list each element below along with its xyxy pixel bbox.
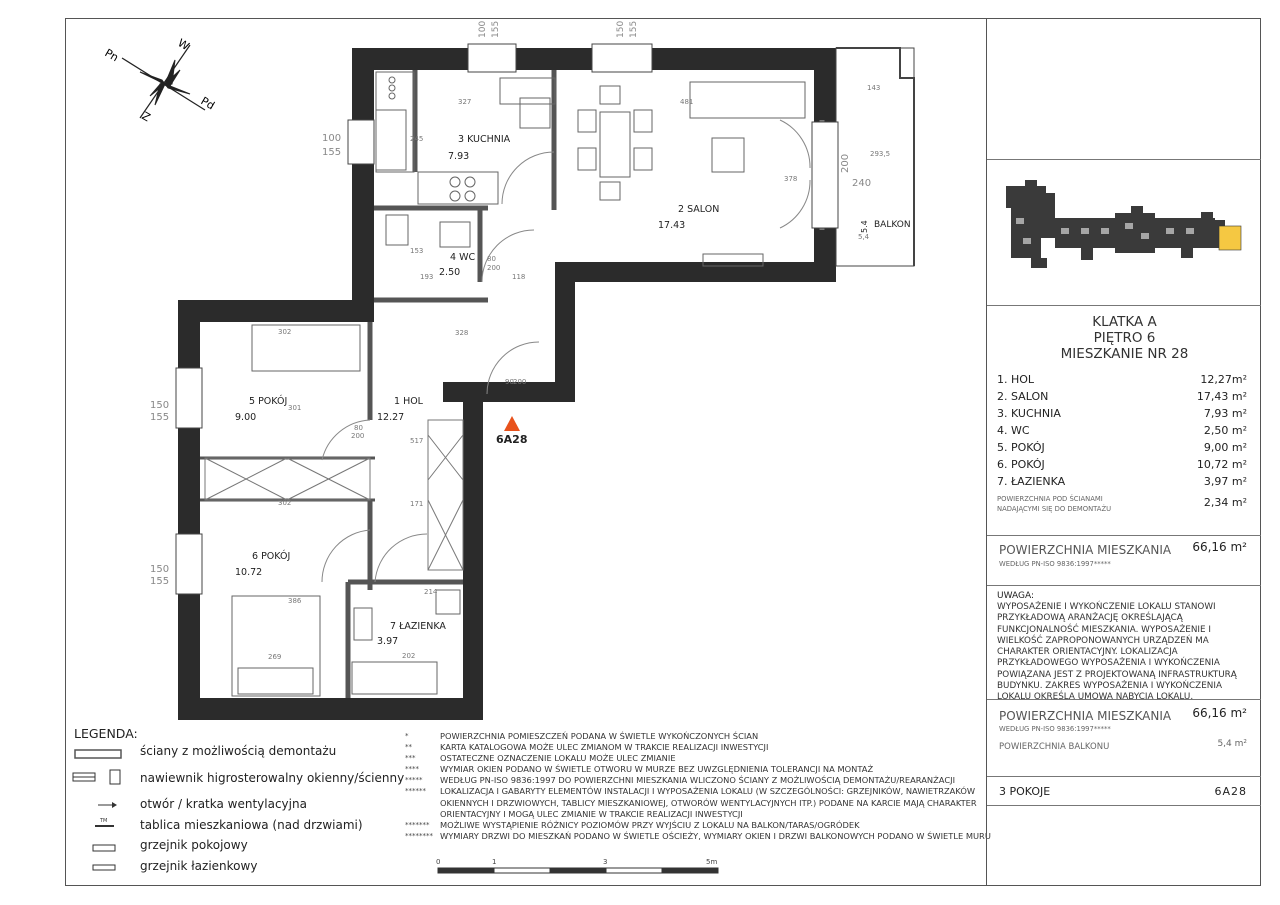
room-list-area: 10,72 m² [1196,458,1247,471]
dimension: 80 [487,255,496,263]
room-kuchnia-area: 7.93 [448,151,470,162]
rooms-count: 3 POKOJE [999,785,1051,798]
dimension: 153 [410,247,424,255]
room-pokoj6-name: 6 POKÓJ [252,551,291,562]
room-wc-area: 2.50 [439,267,461,278]
room-list-area: 12,27m² [1200,373,1247,386]
bedroom-furniture [232,325,360,696]
dimension: 386 [288,597,302,605]
dimension: 328 [455,329,469,337]
window-dim: 155 [150,576,170,587]
dimension: 5,4 [858,233,870,241]
window-dim: 150 [616,20,626,38]
apartment-title: MIESZKANIE NR 28 [1060,346,1189,362]
footnote-key: ******** [405,832,433,840]
area-norm: WEDŁUG PN-ISO 9836:1997***** [999,725,1111,733]
footnote-text: LOKALIZACJA I GABARYTY ELEMENTÓW INSTALACJI I WYPOSAŻENIA LOKALU (W SZCZEGÓLNOŚCI: GRZEJNIKÓW, NAWIETRZAKÓW [440,786,976,796]
area-value: 66,16 m² [1192,540,1247,554]
uwaga-title: UWAGA: [997,591,1034,601]
footnote-text: WYMIAR OKIEN PODANO W ŚWIETLE OTWORU W MURZE BEZ UWZGLĘDNIENIA TOLERANCJI NA MONTAŻ [440,764,874,774]
window-dim: 100 [322,133,342,144]
balcony-area-label: POWIERZCHNIA BALKONU [999,742,1110,752]
room-list-area: 9,00 m² [1203,441,1247,454]
stairwell-title: KLATKA A [1092,314,1157,330]
room-hol-area: 12.27 [377,412,405,423]
svg-text:TM: TM [100,818,108,824]
area-norm: WEDŁUG PN-ISO 9836:1997***** [999,560,1111,568]
room-list-area: 2,50 m² [1203,424,1247,437]
balcony-area-value: 5,4 m² [1217,739,1247,749]
dimension: 269 [268,653,282,661]
compass-e: Pd [198,94,217,113]
room-lazienka-name: 7 ŁAZIENKA [390,621,446,632]
legend-symbols [70,745,130,875]
dimension: 214 [424,588,438,596]
dimension: 378 [784,175,798,183]
room-list-name: 6. POKÓJ [997,458,1045,471]
room-pokoj6-area: 10.72 [235,567,263,578]
legend-item: otwór / kratka wentylacyjna [140,797,307,811]
room-list-name: 5. POKÓJ [997,441,1045,454]
dimension: 202 [402,652,416,660]
dimension: 301 [288,404,302,412]
room-balkon-area: 5.4 [860,220,869,233]
window-dim: 100 [478,20,488,38]
room-wc-name: 4 WC [450,252,476,263]
entrance-marker-icon [504,416,520,431]
footnote-text: ORIENTACYJNY I MOGĄ ULEC ZMIANIE W TRAKCIE REALIZACJI INWESTYCJI [440,809,743,819]
room-hol-name: 1 HOL [394,396,423,407]
dimension: 90 [505,378,514,386]
salon-furniture [578,82,805,266]
dimension: 118 [512,273,526,281]
dimension: 171 [410,500,424,508]
walls-label: NADAJĄCYMI SIĘ DO DEMONTAŻU [997,505,1112,513]
scale-label: 0 [436,858,441,866]
scale-label: 1 [492,858,497,866]
window-dim: 155 [629,20,639,38]
room-list-name: 1. HOL [997,373,1035,386]
dimension: 200 [487,264,501,272]
area-label: POWIERZCHNIA MIESZKANIA [999,543,1172,557]
compass-n: Pn [102,46,121,65]
legend-item: grzejnik pokojowy [140,838,248,852]
footnote-text: OSTATECZNE OZNACZENIE LOKALU MOŻE ULEC ZMIANIE [440,753,676,763]
scale-label: 3 [603,858,608,866]
floor-title: PIĘTRO 6 [1093,330,1156,346]
footnote-key: * [405,732,409,740]
legend-item: grzejnik łazienkowy [140,859,258,873]
scale-bar [438,868,718,873]
dimension: 302 [278,499,292,507]
footnote-text: POWIERZCHNIA POMIESZCZEŃ PODANA W ŚWIETLE WYKOŃCZONYCH ŚCIAN [440,731,759,741]
footnote-key: ** [405,743,412,751]
footnote-key: ******* [405,821,430,829]
room-list-name: 2. SALON [997,390,1049,403]
room-list-name: 7. ŁAZIENKA [997,475,1066,488]
window-dim: 155 [491,20,501,38]
door-dim: 200 [351,432,365,440]
room-pokoj5-area: 9.00 [235,412,257,423]
area-label: POWIERZCHNIA MIESZKANIA [999,709,1172,723]
dimension: 143 [867,84,881,92]
room-kuchnia-name: 3 KUCHNIA [458,134,511,145]
footnote-key: ****** [405,787,426,795]
key-plan [1001,178,1251,273]
area-value: 66,16 m² [1192,706,1247,720]
walls-label: POWIERZCHNIA POD ŚCIANAMI [997,495,1103,503]
dimension: 517 [410,437,424,445]
scale-label: 5m [706,858,718,866]
window-dim: 240 [852,178,872,189]
legend-title: LEGENDA: [74,726,138,741]
compass-w: W [175,36,192,54]
footnote-key: *** [405,754,416,762]
room-salon-name: 2 SALON [678,204,720,215]
footnote-text: WEDŁUG PN-ISO 9836:1997 DO POWIERZCHNI MIESZKANIA WLICZONO ŚCIANY Z MOŻLIWOŚCIĄ DEMONTAŻU/REARANŻACJI [440,775,956,785]
room-list-name: 3. KUCHNIA [997,407,1061,420]
room-lazienka-area: 3.97 [377,636,399,647]
legend-item: tablica mieszkaniowa (nad drzwiami) [140,818,363,832]
window-dim: 155 [322,147,342,158]
legend-item: nawiewnik higrosterowalny okienny/ścienny [140,771,405,785]
wardrobes [205,420,463,570]
footnote-text: WYMIARY DRZWI DO MIESZKAŃ PODANO W ŚWIETLE OŚCIEŻY, WYMIARY OKIEN I DRZWI BALKONOWYCH PODANO W ŚWIETLE MURU [440,831,991,841]
footnote-key: ***** [405,776,423,784]
dimension: 327 [458,98,472,106]
entrance-marker-label: 6A28 [496,433,528,446]
room-list-name: 4. WC [997,424,1030,437]
window-dim: 155 [150,412,170,423]
room-list-area: 17,43 m² [1196,390,1247,403]
footnote-text: KARTA KATALOGOWA MOŻE ULEC ZMIANOM W TRAKCIE REALIZACJI INWESTYCJI [440,742,769,752]
dimension: 481 [680,98,694,106]
dimension: 245 [410,135,424,143]
room-list-area: 7,93 m² [1203,407,1247,420]
dimension: 200 [513,378,527,386]
info-panel [986,18,1261,886]
apartment-code: 6A28 [1214,785,1247,798]
dimension: 302 [278,328,292,336]
footnote-text: MOŻLIWE WYSTĄPIENIE RÓŻNICY POZIOMÓW PRZY WYJŚCIU Z LOKALU NA BALKON/TARAS/OGRÓDEK [440,820,860,830]
walls-area: 2,34 m² [1203,496,1247,509]
room-list-area: 3,97 m² [1203,475,1247,488]
room-balkon-name: BALKON [874,220,911,230]
window-dim: 150 [150,564,170,575]
door-dim: 80 [354,424,363,432]
uwaga-text: WYPOSAŻENIE I WYKOŃCZENIE LOKALU STANOWI PRZYKŁADOWĄ ARANŻACJĘ OKREŚLAJĄCĄ FUNKCJONALNOŚĆ MIESZKANIA. WYPOSAŻENIE I WIELKOŚĆ ZAPROPONOWANYCH URZĄDZEŃ MA CHARAKTER ORIENTACYJNY. LOKALIZACJA PRZYKŁADOWEGO WYPOSAŻENIA I WYKOŃCZENIA POWIĄZANA JEST Z PROJEKTOWANĄ INFRASTRUKTURĄ BUDYNKU. ZAKRES WYPOSAŻENIA I WYKOŃCZENIA LOKALU OKREŚLA UMOWA NABYCIA LOKALU. [997,602,1237,703]
window-dim: 200 [840,153,851,173]
dimension: 293,5 [870,150,891,158]
compass-rose [122,45,205,118]
footnote-text: OKIENNYCH I DRZWIOWYCH, TABLICY MIESZKANIOWEJ, OTWORÓW WENTYLACYJNYCH ITP.) PODANE NA KARCIE MAJĄ CHARAKTER [440,798,977,808]
room-pokoj5-name: 5 POKÓJ [249,396,288,407]
room-salon-area: 17.43 [658,220,686,231]
legend-item: ściany z możliwością demontażu [140,744,337,758]
dimension: 193 [420,273,434,281]
compass-s: Z [139,109,153,125]
footnote-key: **** [405,765,419,773]
window-dim: 150 [150,400,170,411]
